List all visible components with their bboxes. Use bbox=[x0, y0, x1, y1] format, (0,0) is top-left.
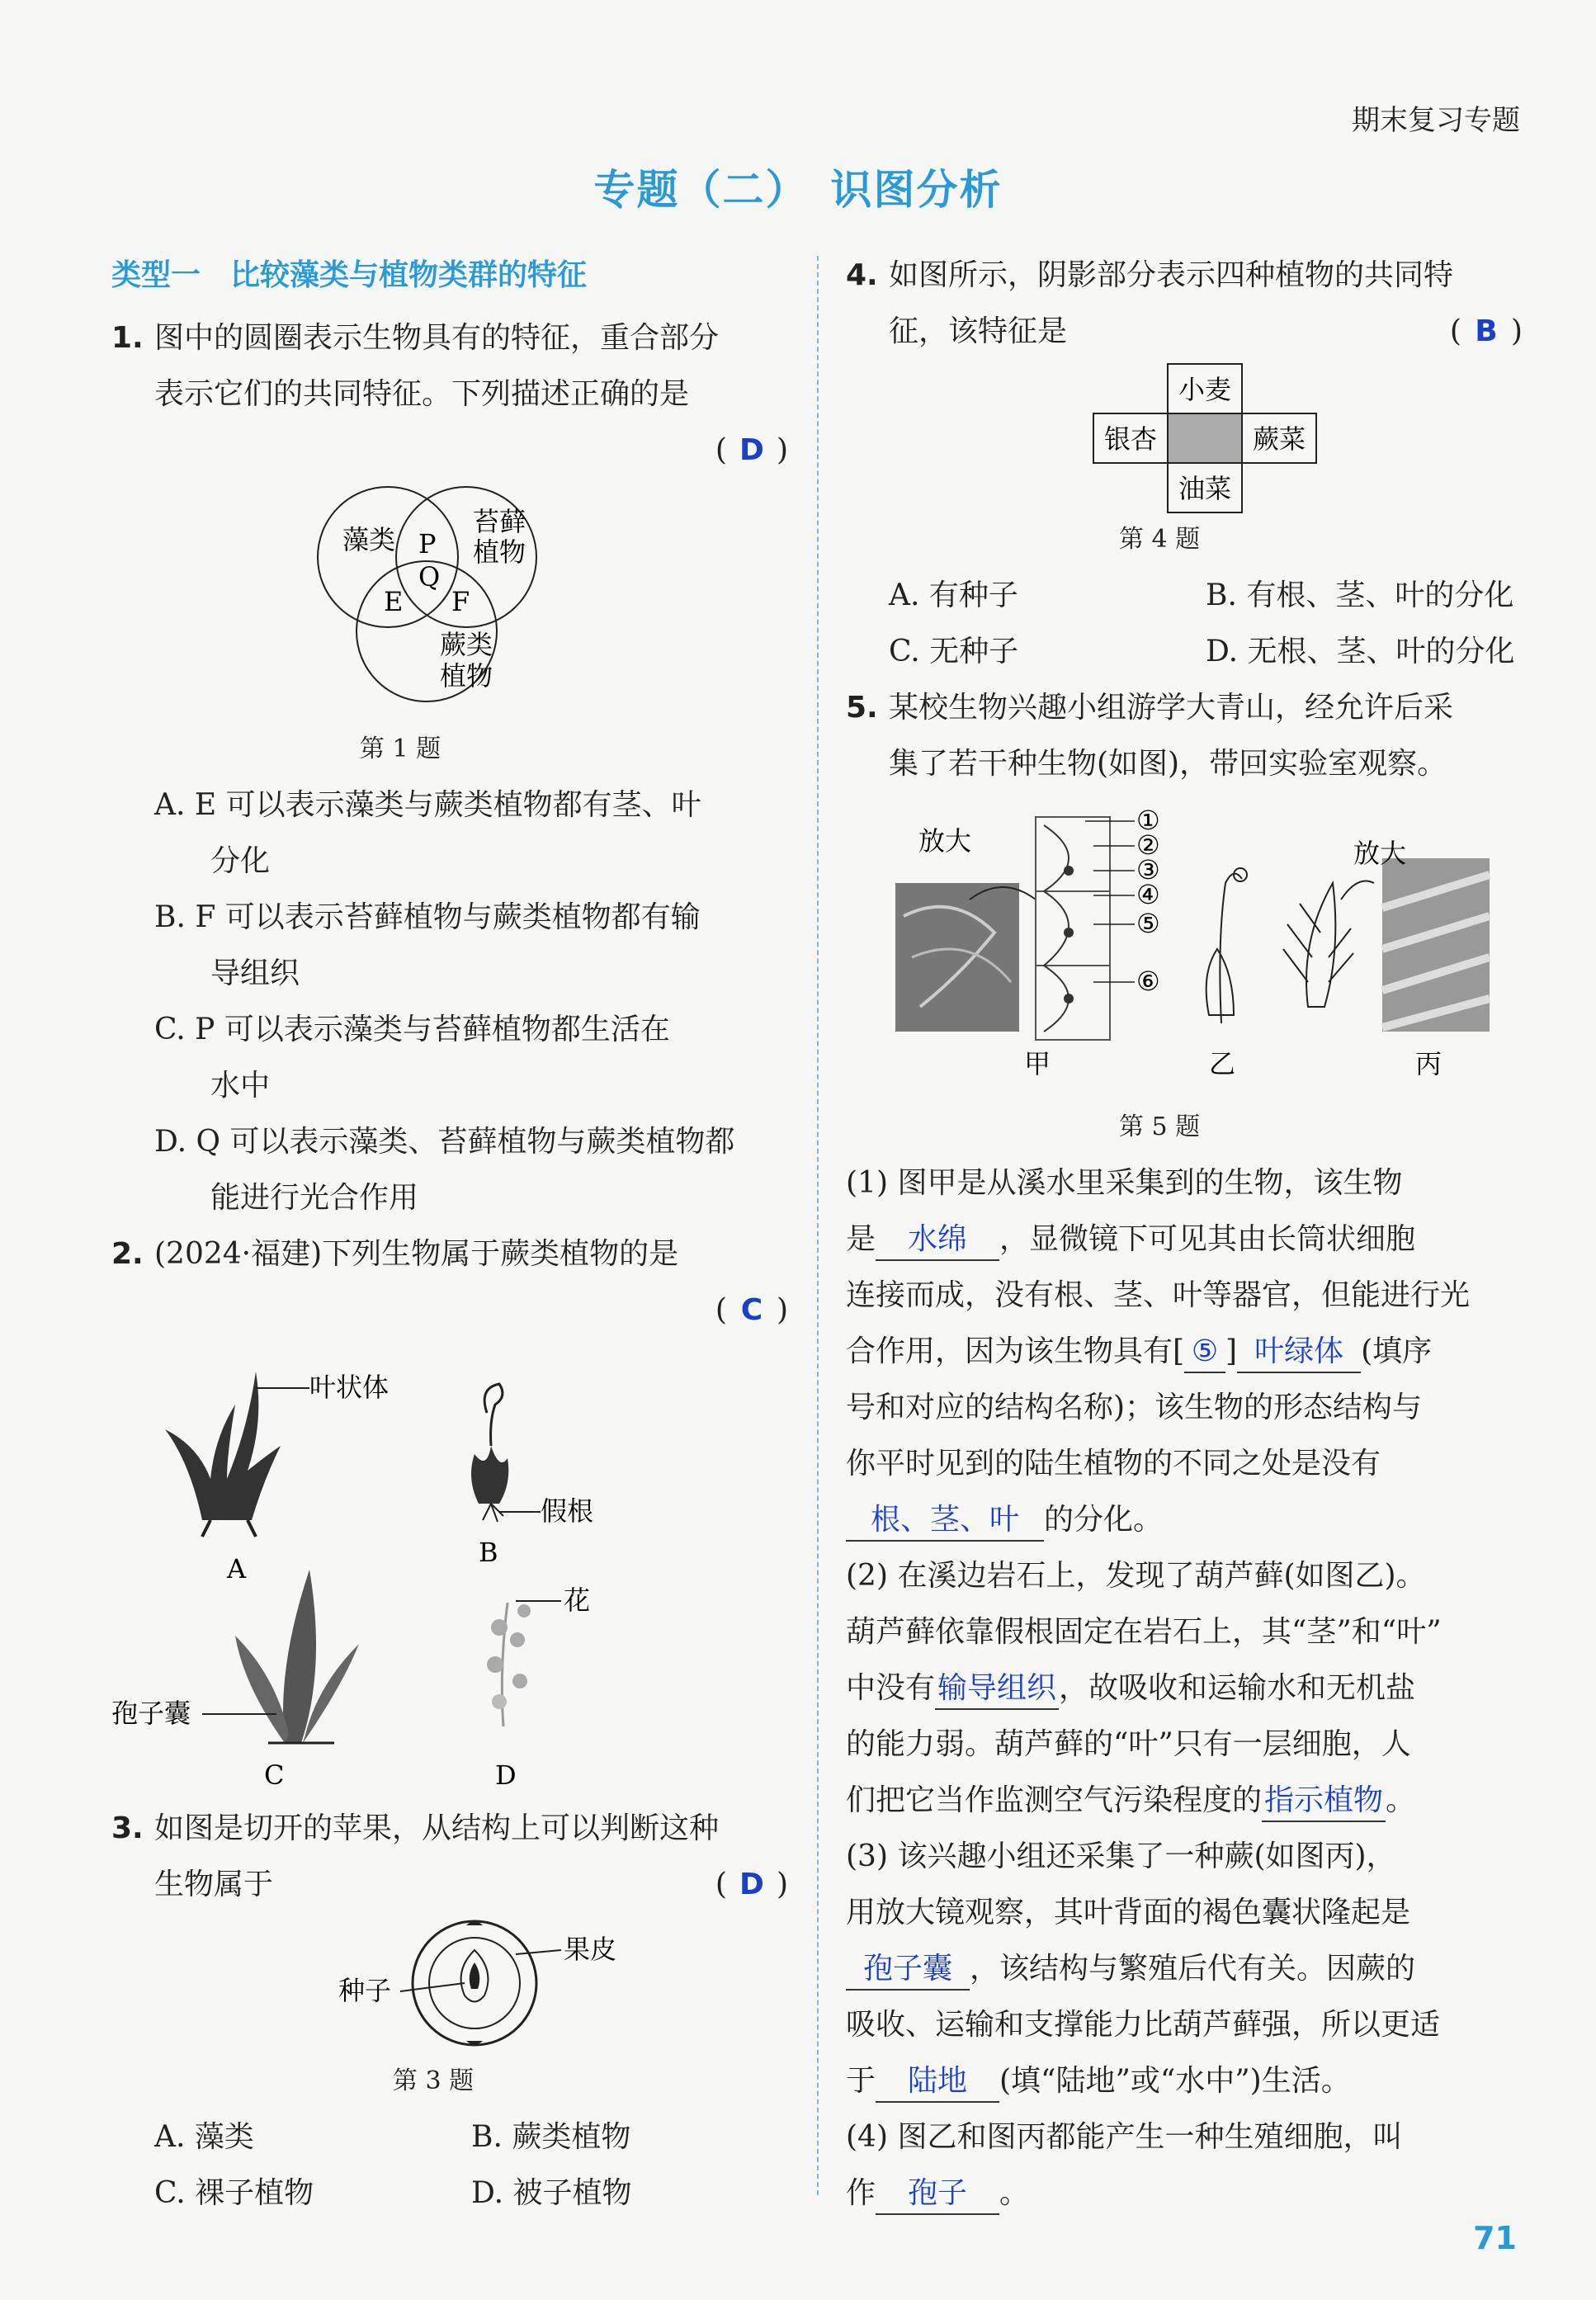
text-segment: 于 bbox=[846, 2064, 876, 2098]
text-segment: 的分化。 bbox=[1044, 1503, 1164, 1537]
text-segment: ，故吸收和运输水和无机盐 bbox=[1059, 1671, 1416, 1705]
label-bing: 丙 bbox=[1415, 1048, 1443, 1079]
question-text: 表示它们的共同特征。下列描述正确的是 bbox=[154, 377, 690, 411]
cell-ginkgo: 银杏 bbox=[1104, 423, 1158, 455]
specimen-figures bbox=[846, 792, 1523, 1106]
figure-caption: 第 1 题 bbox=[359, 734, 441, 763]
text-segment: (填序 bbox=[1361, 1334, 1433, 1368]
plant-d-illustration bbox=[487, 1601, 561, 1726]
page-number: 71 bbox=[1473, 2220, 1517, 2256]
cell-bracken: 蕨菜 bbox=[1253, 423, 1306, 455]
text-segment: 。 bbox=[1386, 1783, 1416, 1817]
text-segment: 合作用，因为该生物具有[ bbox=[846, 1334, 1185, 1368]
option-a-cont: 分化 bbox=[210, 844, 271, 878]
question-text: 某校生物兴趣小组游学大青山，经允许后采 bbox=[889, 691, 1454, 725]
question-text: 集了若干种生物(如图)，带回实验室观察。 bbox=[889, 747, 1447, 781]
option-b-cont: 导组织 bbox=[210, 956, 300, 990]
structure-2: ② bbox=[1136, 829, 1160, 861]
text-line: 连接而成，没有根、茎、叶等器官，但能进行光 bbox=[846, 1278, 1471, 1312]
text-segment: 们把它当作监测空气污染程度的 bbox=[846, 1783, 1263, 1817]
question-number: 3. bbox=[111, 1811, 144, 1845]
option-a: A. 藻类 bbox=[154, 2120, 254, 2154]
shaded-common-area bbox=[1168, 413, 1242, 463]
option-d: D. Q 可以表示藻类、苔藓植物与蕨类植物都 bbox=[154, 1125, 735, 1159]
answer-blank: 孢子 bbox=[876, 2174, 999, 2215]
section-heading: 类型一 比较藻类与植物类群的特征 bbox=[111, 258, 588, 292]
text-segment: 。 bbox=[999, 2176, 1030, 2210]
q5-part4: (4) 图乙和图丙都能产生一种生殖细胞，叫 bbox=[846, 2120, 1403, 2154]
question-number: 1. bbox=[111, 321, 144, 355]
label-a: A bbox=[227, 1553, 247, 1584]
label-sporangium: 孢子囊 bbox=[111, 1698, 191, 1729]
answer-choice: B bbox=[1475, 314, 1498, 348]
option-d: D. 无根、茎、叶的分化 bbox=[1206, 635, 1515, 668]
text-line: 葫芦藓依靠假根固定在岩石上，其“茎”和“叶” bbox=[846, 1615, 1442, 1649]
header-label: 期末复习专题 bbox=[1352, 104, 1520, 137]
question-text: 图中的圆圈表示生物具有的特征，重合部分 bbox=[154, 321, 720, 355]
figure-caption: 第 5 题 bbox=[1118, 1112, 1201, 1141]
option-d-cont: 能进行光合作用 bbox=[210, 1181, 419, 1215]
structure-6: ⑥ bbox=[1136, 966, 1160, 997]
venn-region-e: E bbox=[384, 586, 404, 617]
question-4 bbox=[846, 248, 1523, 680]
venn-label: 藻类 bbox=[342, 524, 396, 555]
venn-diagram bbox=[111, 479, 788, 726]
venn-label: 植物 bbox=[473, 536, 526, 568]
text-line: 吸收、运输和支撑能力比葫芦藓强，所以更适 bbox=[846, 2008, 1441, 2042]
label-b: B bbox=[479, 1537, 498, 1568]
cell-tube bbox=[1036, 817, 1110, 1040]
venn-region-p: P bbox=[418, 528, 437, 560]
question-number: 2. bbox=[111, 1237, 144, 1271]
answer-blank: 输导组织 bbox=[935, 1669, 1059, 1710]
fern-illustration bbox=[1283, 881, 1374, 1008]
question-text: 生物属于 bbox=[154, 1868, 274, 1901]
text-segment: (填“陆地”或“水中”)生活。 bbox=[999, 2064, 1351, 2098]
answer-choice: D bbox=[739, 1868, 764, 1901]
label-peel: 果皮 bbox=[564, 1934, 617, 1965]
cross-diagram bbox=[846, 360, 1523, 517]
option-b: B. 有根、茎、叶的分化 bbox=[1206, 579, 1514, 612]
cell-wheat: 小麦 bbox=[1178, 374, 1232, 405]
answer-blank: 叶绿体 bbox=[1237, 1332, 1361, 1373]
q5-part1: (1) 图甲是从溪水里采集到的生物，该生物 bbox=[846, 1166, 1403, 1200]
question-text: 征，该特征是 bbox=[889, 314, 1068, 348]
answer-blank: 陆地 bbox=[876, 2061, 999, 2103]
question-5 bbox=[846, 680, 1523, 2222]
text-line: 的能力弱。葫芦藓的“叶”只有一层细胞，人 bbox=[846, 1727, 1411, 1761]
plant-b-illustration bbox=[471, 1384, 541, 1522]
structure-4: ④ bbox=[1136, 879, 1160, 910]
text-segment: ] bbox=[1225, 1334, 1238, 1368]
question-1 bbox=[111, 310, 788, 1226]
venn-label: 苔藓 bbox=[473, 506, 526, 537]
option-c: C. P 可以表示藻类与苔藓植物都生活在 bbox=[154, 1013, 670, 1046]
label-d: D bbox=[495, 1759, 517, 1791]
text-line: 号和对应的结构名称)；该生物的形态结构与 bbox=[846, 1391, 1423, 1424]
structure-3: ③ bbox=[1136, 854, 1160, 886]
cell-rapeseed: 油菜 bbox=[1178, 473, 1232, 504]
text-segment: 中没有 bbox=[846, 1671, 936, 1705]
option-a: A. E 可以表示藻类与蕨类植物都有茎、叶 bbox=[154, 788, 701, 822]
option-a: A. 有种子 bbox=[889, 579, 1018, 612]
answer-blank: 水绵 bbox=[876, 1220, 999, 1261]
answer-choice: C bbox=[740, 1293, 763, 1327]
question-text: 如图是切开的苹果，从结构上可以判断这种 bbox=[154, 1811, 720, 1845]
question-2 bbox=[111, 1226, 788, 1801]
answer-bracket: ( C ) bbox=[111, 1282, 788, 1339]
column-divider bbox=[817, 256, 819, 2195]
option-b: B. 蕨类植物 bbox=[471, 2120, 631, 2154]
plant-a-illustration bbox=[165, 1372, 309, 1537]
plant-c-illustration bbox=[202, 1570, 359, 1743]
venn-region-f: F bbox=[451, 586, 470, 617]
venn-label: 植物 bbox=[440, 660, 493, 692]
figure-caption: 第 3 题 bbox=[392, 2066, 475, 2095]
apple-diagram bbox=[111, 1913, 788, 2053]
text-segment: ，显微镜下可见其由长筒状细胞 bbox=[999, 1222, 1416, 1256]
option-d: D. 被子植物 bbox=[471, 2176, 632, 2210]
moss-illustration bbox=[1206, 868, 1247, 1023]
text-line: 用放大镜观察，其叶背面的褐色囊状隆起是 bbox=[846, 1896, 1411, 1929]
answer-blank: ⑤ bbox=[1184, 1332, 1225, 1373]
left-column bbox=[111, 248, 788, 2222]
answer-blank: 孢子囊 bbox=[846, 1949, 970, 1991]
label-c: C bbox=[264, 1759, 285, 1791]
label-jia: 甲 bbox=[1024, 1048, 1051, 1079]
q5-part3: (3) 该兴趣小组还采集了一种蕨(如图丙)， bbox=[846, 1840, 1396, 1873]
question-number: 5. bbox=[846, 691, 878, 725]
question-number: 4. bbox=[846, 258, 878, 292]
answer-bracket: ( B ) bbox=[1450, 304, 1523, 360]
answer-blank: 根、茎、叶 bbox=[846, 1500, 1044, 1542]
page-title: 专题（二） 识图分析 bbox=[593, 166, 1003, 214]
label-flower: 花 bbox=[564, 1584, 591, 1616]
option-c: C. 裸子植物 bbox=[154, 2176, 314, 2210]
label-rhizoid: 假根 bbox=[541, 1495, 594, 1527]
option-c-cont: 水中 bbox=[210, 1069, 271, 1103]
plant-figures bbox=[111, 1339, 788, 1801]
label-thallus: 叶状体 bbox=[309, 1372, 390, 1403]
right-column bbox=[846, 248, 1523, 2222]
figure-caption: 第 4 题 bbox=[1118, 525, 1201, 554]
venn-region-q: Q bbox=[418, 561, 441, 593]
venn-label: 蕨类 bbox=[440, 629, 493, 660]
label-seed: 种子 bbox=[338, 1975, 392, 2006]
answer-blank: 指示植物 bbox=[1262, 1781, 1386, 1822]
text-segment: 作 bbox=[846, 2176, 876, 2210]
structure-5: ⑤ bbox=[1136, 908, 1160, 939]
q5-part2: (2) 在溪边岩石上，发现了葫芦藓(如图乙)。 bbox=[846, 1559, 1426, 1593]
answer-choice: D bbox=[739, 433, 764, 467]
label-enlarge: 放大 bbox=[1353, 838, 1407, 869]
text-line: 你平时见到的陆生植物的不同之处是没有 bbox=[846, 1447, 1381, 1481]
label-yi: 乙 bbox=[1209, 1048, 1236, 1079]
option-c: C. 无种子 bbox=[889, 635, 1019, 668]
question-text: (2024·福建)下列生物属于蕨类植物的是 bbox=[154, 1237, 679, 1271]
answer-bracket: ( D ) bbox=[715, 1857, 788, 1913]
structure-1: ① bbox=[1136, 805, 1160, 836]
text-segment: 是 bbox=[846, 1222, 876, 1256]
option-b: B. F 可以表示苔藓植物与蕨类植物都有输 bbox=[154, 900, 701, 934]
label-enlarge: 放大 bbox=[918, 825, 972, 857]
question-3 bbox=[111, 1801, 788, 2222]
question-text: 如图所示，阴影部分表示四种植物的共同特 bbox=[889, 258, 1454, 292]
text-segment: ，该结构与繁殖后代有关。因蕨的 bbox=[970, 1952, 1416, 1986]
answer-bracket: ( D ) bbox=[111, 423, 788, 479]
